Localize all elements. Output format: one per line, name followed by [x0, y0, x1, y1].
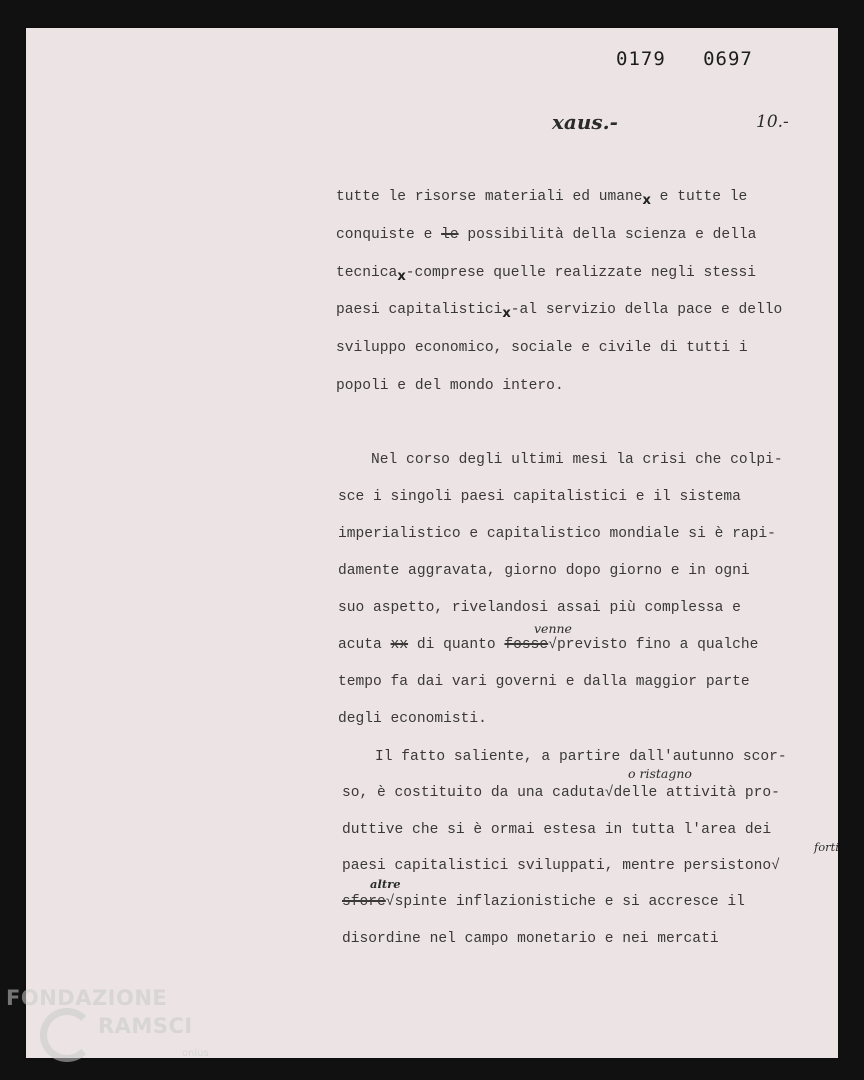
text-line: duttive che si è ormai estesa in tutta l'area dei — [342, 822, 772, 838]
text-line: degli economisti. — [338, 711, 487, 727]
text-line: acuta xx di quanto fosse√previsto fino a qualche — [338, 637, 759, 653]
struck-word: sfore — [342, 894, 386, 910]
archive-number: 0179 0697 — [616, 48, 753, 70]
text-line: conquiste e le possibilità della scienza e della — [336, 227, 757, 243]
document-page — [26, 28, 838, 1058]
struck-word: le — [441, 227, 459, 243]
watermark-g-icon — [40, 1008, 94, 1062]
watermark-line1: FONDAZIONE — [6, 986, 168, 1010]
page-number: 10.- — [756, 112, 789, 132]
text-line: tempo fa dai vari governi e dalla maggior parte — [338, 674, 750, 690]
watermark-onlus: onlus — [182, 1048, 209, 1059]
insert-tick-icon: √ — [548, 637, 557, 653]
text-line: sfore√spinte inflazionistiche e si accresce il — [342, 894, 745, 910]
text-line: tutte le risorse materiali ed umanex e tutte le — [336, 189, 748, 208]
text-line: paesi capitalisticix-al servizio della pace e dello — [336, 302, 783, 321]
insert-tick-icon: √ — [604, 785, 614, 801]
handwritten-note-altre: altre — [370, 877, 401, 891]
text-line: damente aggravata, giorno dopo giorno e in ogni — [338, 563, 750, 579]
insert-tick-icon: √ — [385, 894, 395, 910]
text-line: sce i singoli paesi capitalistici e il sistema — [338, 489, 741, 505]
handwritten-x-mark: x — [642, 193, 651, 208]
text-line: imperialistico e capitalistico mondiale si è rapi- — [338, 526, 776, 542]
handwritten-x-mark: x — [397, 269, 406, 284]
text-line: sviluppo economico, sociale e civile di tutti i — [336, 340, 748, 356]
watermark-line2: RAMSCI — [98, 1014, 193, 1038]
text-line: Il fatto saliente, a partire dall'autunno scor- — [340, 749, 787, 765]
struck-word: xx — [390, 637, 409, 653]
handwritten-note-forti: forti — [814, 840, 839, 854]
text-line: Nel corso degli ultimi mesi la crisi che colpi- — [336, 452, 783, 468]
handwritten-x-mark: x — [502, 306, 511, 321]
text-line: tecnicax-comprese quelle realizzate negli stessi — [336, 265, 757, 284]
handwritten-note-ristagno: o ristagno — [628, 766, 692, 781]
handwritten-note-venne: venne — [534, 621, 572, 636]
struck-word: fosse — [504, 637, 549, 653]
text-line: paesi capitalistici sviluppati, mentre persistono√ — [342, 858, 780, 874]
text-line: so, è costituito da una caduta√delle attività pro- — [342, 785, 780, 801]
text-line: suo aspetto, rivelandosi assai più complessa e — [338, 600, 741, 616]
text-line: disordine nel campo monetario e nei mercati — [342, 931, 719, 947]
text-line: popoli e del mondo intero. — [336, 378, 564, 394]
handwritten-header-left: xaus.- — [552, 110, 618, 134]
insert-tick-icon: √ — [771, 858, 780, 874]
watermark-logo — [6, 986, 216, 1080]
